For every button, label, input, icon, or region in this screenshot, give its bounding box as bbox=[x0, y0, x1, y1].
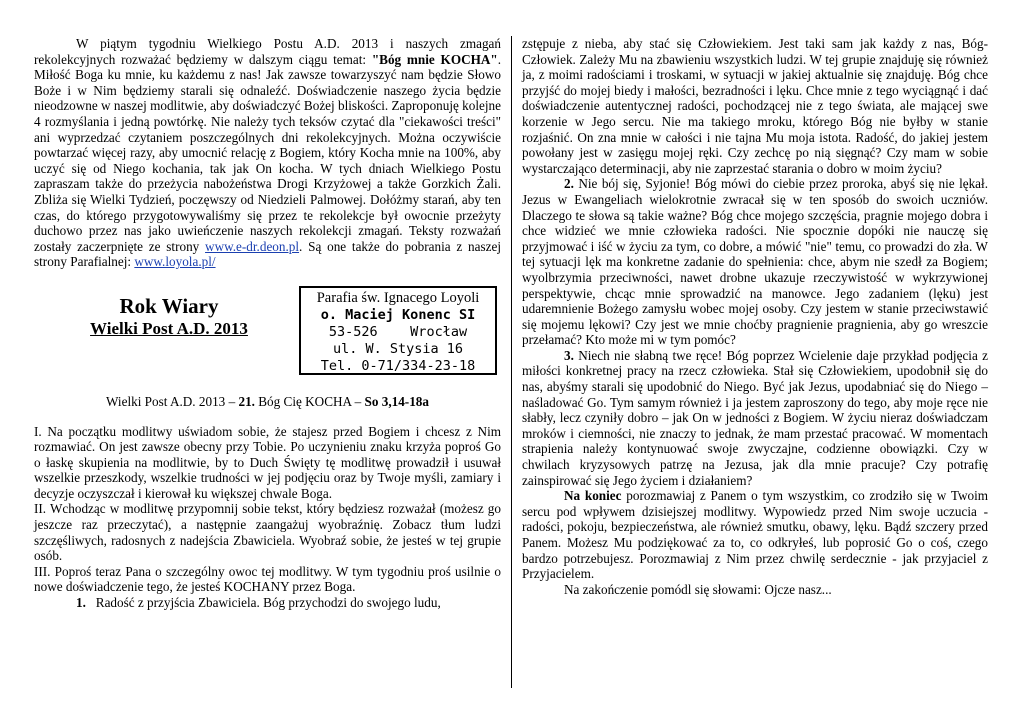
link-loyola[interactable]: www.loyola.pl/ bbox=[134, 254, 216, 270]
intro-text-c: . Są one także do pobrania z naszej strony Parafialnej: bbox=[34, 238, 501, 270]
right-column bbox=[522, 36, 988, 597]
left-column bbox=[34, 36, 501, 611]
title-block bbox=[34, 286, 501, 376]
address-phone: Tel. 0-71/334-23-18 bbox=[320, 357, 476, 374]
point-2-number: 2. bbox=[564, 176, 574, 192]
point-3-number: 3. bbox=[564, 347, 574, 363]
closing-text: porozmawiaj z Panem o tym wszystkim, co zrodziło się w Twoim sercu pod wpływem dzisiejszej modlitwy. Wypowiedz przed Nim swoje uczucia - radości, pokoju, bezpieczeństwa, ale również smutku, obawy, lęku. Bądź szczery przed Panem. Możesz Mu podziękować za to, co odkryłeś, lub poprosić Go o coś, czego bardzo potrzebujesz. Porozmawiaj z Nim przez chwilę serdecznie - jak przyjaciel z Przyjacielem. bbox=[522, 488, 989, 582]
step-iii: III. Poproś teraz Pana o szczególny owoc tej modlitwy. W tym tygodniu proś usilnie o nowe doświadczenie tego, że jesteś KOCHANY przez Boga. bbox=[34, 563, 501, 595]
intro-text-b: . Miłość Boga ku mnie, ku każdemu z nas! Jak zawsze towarzyszyć nam będzie Słowo Boże i w Nim będziemy starali się odnaleźć. Doświadczenie naszego życia będzie nieodzowne w naszej modlitwie, aby doświadczyć Bożej bliskości. Zaproponuję kolejne 4 rozmyślania i jedną powtórkę. Nie należy tych teksów czytać dla "ciekawości treści" ani wyprzedzać czytaniem poszczególnych dni rekolekcyjnych. Można oczywiście powtarzać więcej razy, aby umocnić relację z Bogiem, który Kocha mnie na 100%, aby uczyć się od Niego kochania, tak jak On kocha. W tych dniach Wielkiego Postu zapraszam także do przeżycia nabożeństwa Drogi Krzyżowej a także Gorzkich Żali. Zbliża się Wielki Tydzień, poczęwszy od Niedzieli Palmowej. Dołóżmy starań, aby ten czas, do którego przygotowywaliśmy się przez te rekolekcje był owocnie przeżyty duchowo przez nas jako uwieńczenie naszych rekolekcji zmagań. Teksty rozważań zostały zaczerpnięte ze strony bbox=[34, 51, 502, 254]
subtitle-middle: Bóg Cię KOCHA – bbox=[254, 393, 365, 409]
point-3 bbox=[522, 348, 988, 488]
prayer-steps bbox=[34, 424, 501, 611]
point-1-text: Radość z przyjścia Zbawiciela. Bóg przychodzi do swojego ludu, bbox=[95, 595, 441, 611]
meditation-subtitle bbox=[34, 394, 501, 410]
address-street: ul. W. Stysia 16 bbox=[332, 340, 464, 357]
link-deon[interactable]: www.e-dr.deon.pl bbox=[205, 238, 300, 254]
address-postal: 53-526 Wrocław bbox=[328, 323, 468, 340]
address-priest: o. Maciej Konenc SI bbox=[320, 306, 476, 323]
title-heading bbox=[34, 294, 304, 340]
intro-paragraph bbox=[34, 36, 501, 270]
point-3-text: Niech nie słabną twe ręce! Bóg poprzez Wcielenie daje przykład podjęcia z miłości konkretnej pracy na rzecz człowieka. Stał się Człowiekiem, upodobnił się do nas, abyśmy starali się upodobnić do Niego. Być jak Jezus, upodabniać się do Niego – naśladować Go. Tym samym również i ja jestem zaproszony do tego, aby moje ręce nie słabły, lecz czyniły dobro – jak On w jedności z Bogiem. W życiu nieraz doświadczam mroków i ciemności, nie znaczy to jednak, że mam przestać pracować. W momentach strapienia należy kontynuować swoje zwyczajne, codzienne obowiązki. Czy w chwilach kryzysowych patrzę na Jezusa, jak dla mnie pracuje? Czy potrafię zainspirować się Jego życiem i działaniem? bbox=[522, 347, 988, 488]
subtitle-reading: So 3,14-18a bbox=[364, 393, 429, 409]
address-parish: Parafia św. Ignacego Loyoli bbox=[316, 289, 480, 306]
closing-lead: Na koniec bbox=[564, 488, 622, 504]
closing-conversation bbox=[522, 488, 988, 582]
title-rok-wiary: Rok Wiary bbox=[119, 293, 219, 318]
intro-text-a: W piątym tygodniu Wielkiego Postu A.D. 2013 i naszych zmagań rekolekcyjnych rozważać będziemy w dalszym ciągu temat: bbox=[34, 36, 501, 67]
point-1 bbox=[34, 595, 501, 611]
intro-theme: "Bóg mnie KOCHA" bbox=[371, 51, 498, 67]
subtitle-prefix: Wielki Post A.D. 2013 – bbox=[106, 393, 239, 409]
column-divider bbox=[511, 36, 512, 688]
step-ii: II. Wchodząc w modlitwę przypomnij sobie tekst, który będziesz rozważał (możesz go jeszcze raz przeczytać), a następnie zaangażuj wyobraźnię. Zobacz tłum ludzi szczęśliwych, radosnych z nadejścia Zbawiciela. Wyobraź sobie, że jesteś w tej grupie osób. bbox=[34, 501, 501, 564]
parish-address-box bbox=[299, 286, 497, 375]
point-1-number: 1. bbox=[76, 595, 86, 611]
title-wielki-post: Wielki Post A.D. 2013 bbox=[90, 318, 248, 338]
step-i: I. Na początku modlitwy uświadom sobie, że stajesz przed Bogiem i chcesz z Nim rozmawiać. On jest zawsze obecny przy Tobie. Po uczynieniu znaku krzyża poproś Go o łaskę skupienia na modlitwie, by to Duch Święty tę modlitwę prowadził i usuwał wszelkie przeszkody, wszelkie trudności w jej podjęciu oraz by Twoje myśli, zamiary i decyzje oczyszczał i kierował ku większej chwale Boga. bbox=[34, 423, 501, 501]
subtitle-number: 21. bbox=[238, 393, 255, 409]
closing-prayer: Na zakończenie pomódl się słowami: Ojcze nasz... bbox=[564, 581, 832, 597]
point-2-text: Nie bój się, Syjonie! Bóg mówi do ciebie przez proroka, abyś się nie lękał. Jezus w Ewangeliach wielokrotnie zwracał się w ten sposób do swoich uczniów. Dlaczego te słowa są takie ważne? Bóg chce mojego szczęścia, pragnie mojego dobra i chce widzieć we mnie człowieka radości. Nie spocznie dopóki nie nauczę się przyjmować i iść w życiu za tym, co dobre, a mówić "nie" temu, co prowadzi do zła. W tej sytuacji lęk ma konkretne zadanie do spełnienia: chce, abym nie szedł za Bogiem; wyolbrzymia przeciwności, nawet drobne ukazuje rzeczywistość w wykrzywionej perspektywie, chcąc mnie sprowadzić na manowce. Jego zadaniem (lęku) jest udaremnienie Bożego zamysłu wobec mojej osoby. Czy jestem w stanie przeciwstawić się mojemu lękowi? Czy jest we mnie choćby pragnienie pragnienia, aby go wreszcie przełamać? Kto może mi w tym pomóc? bbox=[522, 176, 988, 348]
point-2 bbox=[522, 176, 988, 348]
point-1-continued: zstępuje z nieba, aby stać się Człowiekiem. Jest taki sam jak każdy z nas, Bóg-Człowiek. Zależy Mu na zbawieniu wszystkich ludzi. W tej grupie znajduję się również ja, z moimi radościami i troskami, w sytuacji w jakiej aktualnie się znajduję. Bóg chce przyjść do mojej biedy i małości, bezradności i lęku. Chce mnie z tego wyciągnąć i dać doświadczenie autentycznej radości, pochodzącej nie z tego świata, ale mającej swe korzenie w Jego sercu. Nie ma takiego mroku, którego Bóg nie byłby w stanie rozjaśnić. On zna mnie w całości i nie tajna Mu moja istota. Radość, do jakiej jestem powołany jest w zasięgu mojej ręki. Czy zechcę po nią sięgnąć? Czy mam w sobie wystarczająco determinacji, aby nie zaprzestać starania o dobro w moim życiu? bbox=[522, 36, 988, 176]
